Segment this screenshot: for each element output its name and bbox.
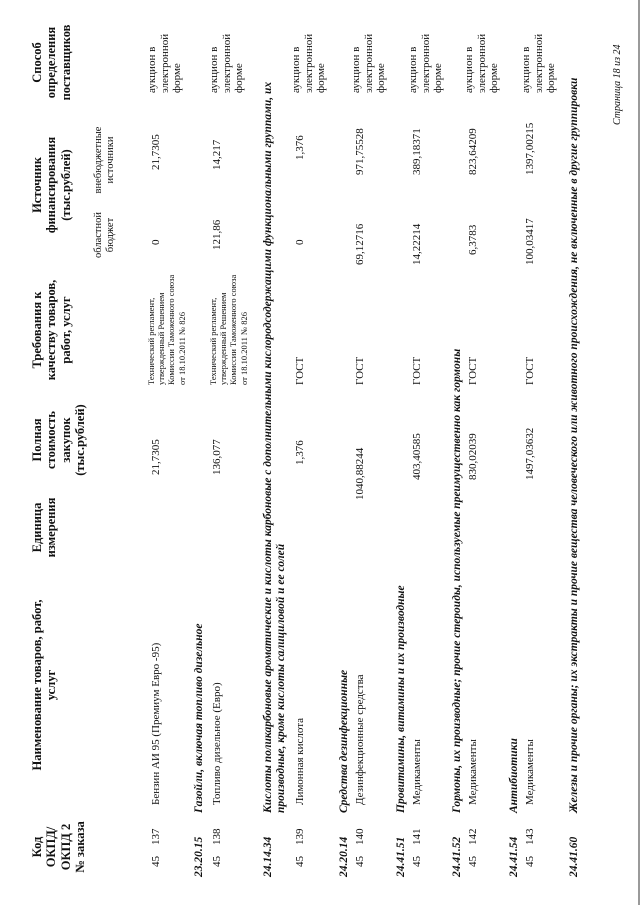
- row-method: аукцион в электронной форме: [407, 33, 445, 93]
- row-regional: 100,03417: [524, 218, 536, 265]
- row-regional: 69,12716: [354, 223, 366, 265]
- header-source-regional: областной бюджет: [93, 212, 117, 258]
- row-cost: 1,376: [294, 440, 306, 465]
- row-name: Медикаменты: [411, 739, 423, 805]
- row-extrabudget: 21,7305: [150, 134, 162, 170]
- row-method: аукцион в электронной форме: [208, 33, 246, 93]
- section-title: Гормоны, их производные; прочие стероиды, используемые преимущественно как гормоны: [451, 348, 463, 813]
- section-code: 24.14.34: [262, 836, 274, 877]
- header-requirements: Требования к качеству товаров, работ, услуг: [30, 279, 73, 381]
- row-name: Медикаменты: [467, 739, 479, 805]
- row-extrabudget: 971,75528: [354, 128, 366, 175]
- row-name: Дезинфекционные средства: [354, 674, 366, 805]
- row-code: 45: [150, 856, 162, 867]
- row-regional: 14,22214: [411, 223, 423, 265]
- row-requirements: Технический регламент, утвержденный Решением Комиссии Таможенного союза от 18.10.2011 № 826: [146, 274, 187, 385]
- row-code: 45: [524, 856, 536, 867]
- row-number: 139: [294, 828, 306, 845]
- header-cost: Полная стоимость закупок (тыс.рублей): [30, 404, 88, 476]
- header-source-extrabudget: внебюджетные источники: [93, 126, 117, 194]
- section-title: Средства дезинфекционные: [338, 669, 350, 813]
- row-number: 138: [211, 828, 223, 845]
- row-cost: 136,077: [211, 439, 223, 475]
- row-code: 45: [354, 856, 366, 867]
- section-code: 24.20.14: [338, 836, 350, 877]
- row-requirements: Технический регламент, утвержденный Решением Комиссии Таможенного союза от 18.10.2011 № 826: [208, 274, 249, 385]
- row-method: аукцион в электронной форме: [520, 33, 558, 93]
- section-title: Железы и прочие органы; их экстракты и прочие вещества человеческого или животного происхождения, не включенные в другие группировки: [568, 77, 580, 813]
- row-regional: 0: [294, 239, 306, 245]
- row-requirements: ГОСТ: [524, 356, 536, 385]
- row-method: аукцион в электронной форме: [290, 33, 328, 93]
- header-source: Источник финансирования (тыс.рублей): [30, 136, 73, 234]
- row-extrabudget: 823,64209: [467, 128, 479, 175]
- row-extrabudget: 14,217: [211, 139, 223, 170]
- row-regional: 121,86: [211, 219, 223, 250]
- row-cost: 1497,03632: [524, 427, 536, 480]
- row-method: аукцион в электронной форме: [146, 33, 184, 93]
- row-requirements: ГОСТ: [467, 356, 479, 385]
- row-method: аукцион в электронной форме: [350, 33, 388, 93]
- header-name: Наименование товаров, работ, услуг: [30, 599, 59, 771]
- row-number: 140: [354, 828, 366, 845]
- row-number: 143: [524, 828, 536, 845]
- section-title: Провитамины, витамины и их производные: [395, 585, 407, 813]
- row-regional: 6,3783: [467, 224, 479, 255]
- row-requirements: ГОСТ: [354, 356, 366, 385]
- section-title: Антибиотики: [508, 738, 520, 813]
- row-name: Лимонная кислота: [294, 717, 306, 805]
- row-name: Медикаменты: [524, 739, 536, 805]
- section-code: 23.20.15: [193, 836, 205, 877]
- page-number: Страница 18 из 24: [612, 44, 623, 125]
- row-code: 45: [411, 856, 423, 867]
- header-method: Способ определения поставщиков: [30, 24, 73, 101]
- row-method: аукцион в электронной форме: [463, 33, 501, 93]
- row-code: 45: [294, 856, 306, 867]
- row-number: 142: [467, 828, 479, 845]
- section-code: 24.41.51: [395, 836, 407, 877]
- row-number: 137: [150, 828, 162, 845]
- row-code: 45: [467, 856, 479, 867]
- row-name: Бензин АИ 95 (Премиум Евро -95): [150, 642, 162, 805]
- section-title: Газойли, включая топливо дизельное: [193, 623, 205, 813]
- row-requirements: ГОСТ: [411, 356, 423, 385]
- row-name: Топливо дизельное (Евро): [211, 682, 223, 805]
- row-extrabudget: 389,18371: [411, 128, 423, 175]
- row-extrabudget: 1,376: [294, 135, 306, 160]
- row-number: 141: [411, 828, 423, 845]
- row-extrabudget: 1397,00215: [524, 122, 536, 175]
- header-code: Код ОКПД/ ОКПД 2 № заказа: [30, 821, 88, 873]
- section-code: 24.41.54: [508, 836, 520, 877]
- row-requirements: ГОСТ: [294, 356, 306, 385]
- section-code: 24.41.60: [568, 836, 580, 877]
- row-regional: 0: [150, 239, 162, 245]
- row-cost: 403,40585: [411, 433, 423, 480]
- section-code: 24.41.52: [451, 836, 463, 877]
- row-cost: 830,02039: [467, 433, 479, 480]
- header-unit: Единица измерения: [30, 497, 59, 558]
- row-cost: 1040,88244: [354, 447, 366, 500]
- row-cost: 21,7305: [150, 439, 162, 475]
- section-title: Кислоты поликарбоновые ароматические и кислоты карбоновые с дополнительными кислородсодержащими функциональными группами, их производные, кроме кислоты салициловой и ее солей: [262, 81, 288, 813]
- row-code: 45: [211, 856, 223, 867]
